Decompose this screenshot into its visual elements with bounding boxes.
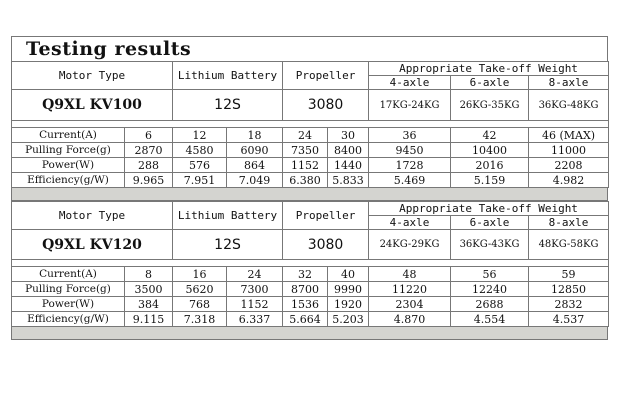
cell: 40 xyxy=(328,267,369,282)
cell: 576 xyxy=(173,158,227,173)
separator-band xyxy=(11,327,608,340)
axle-4-header: 4-axle xyxy=(369,76,451,90)
cell: 6 xyxy=(125,128,173,143)
cell: 2832 xyxy=(529,297,609,312)
cell: 59 xyxy=(529,267,609,282)
takeoff-weight-header: Appropriate Take-off Weight xyxy=(369,202,609,216)
table-row xyxy=(12,282,609,297)
propeller-header: Propeller xyxy=(283,202,369,230)
cell: 18 xyxy=(227,128,283,143)
cell: 16 xyxy=(173,267,227,282)
cell: 3500 xyxy=(125,282,173,297)
propeller-value: 3080 xyxy=(283,230,369,260)
cell: 9450 xyxy=(369,143,451,158)
weight-6-axle: 26KG-35KG xyxy=(451,90,529,121)
cell: 6.380 xyxy=(283,173,328,188)
row-label: Current(A) xyxy=(12,128,125,143)
cell: 7.951 xyxy=(173,173,227,188)
battery-value: 12S xyxy=(173,90,283,121)
cell: 5.664 xyxy=(283,312,328,327)
cell: 5.833 xyxy=(328,173,369,188)
row-label: Pulling Force(g) xyxy=(12,143,125,158)
cell: 4.870 xyxy=(369,312,451,327)
cell: 2688 xyxy=(451,297,529,312)
cell: 11000 xyxy=(529,143,609,158)
battery-header: Lithium Battery xyxy=(173,62,283,90)
results-table-kv100 xyxy=(11,61,609,188)
cell: 42 xyxy=(451,128,529,143)
cell: 24 xyxy=(227,267,283,282)
cell: 2304 xyxy=(369,297,451,312)
separator-band xyxy=(11,188,608,201)
row-label: Current(A) xyxy=(12,267,125,282)
weight-4-axle: 24KG-29KG xyxy=(369,230,451,260)
cell: 9.965 xyxy=(125,173,173,188)
cell: 9990 xyxy=(328,282,369,297)
cell: 5.469 xyxy=(369,173,451,188)
weight-8-axle: 48KG-58KG xyxy=(529,230,609,260)
cell: 6090 xyxy=(227,143,283,158)
cell: 864 xyxy=(227,158,283,173)
motor-model: Q9XL KV100 xyxy=(12,90,173,121)
axle-6-header: 6-axle xyxy=(451,76,529,90)
cell: 46 (MAX) xyxy=(529,128,609,143)
weight-4-axle: 17KG-24KG xyxy=(369,90,451,121)
cell: 4.554 xyxy=(451,312,529,327)
cell: 7350 xyxy=(283,143,328,158)
axle-8-header: 8-axle xyxy=(529,76,609,90)
battery-value: 12S xyxy=(173,230,283,260)
motor-model: Q9XL KV120 xyxy=(12,230,173,260)
cell: 4.982 xyxy=(529,173,609,188)
cell: 32 xyxy=(283,267,328,282)
cell: 56 xyxy=(451,267,529,282)
cell: 2016 xyxy=(451,158,529,173)
cell: 1728 xyxy=(369,158,451,173)
cell: 36 xyxy=(369,128,451,143)
row-label: Power(W) xyxy=(12,297,125,312)
motor-type-header: Motor Type xyxy=(12,202,173,230)
cell: 1440 xyxy=(328,158,369,173)
propeller-header: Propeller xyxy=(283,62,369,90)
cell: 8 xyxy=(125,267,173,282)
table-row xyxy=(12,158,609,173)
cell: 2208 xyxy=(529,158,609,173)
cell: 4580 xyxy=(173,143,227,158)
table-row xyxy=(12,173,609,188)
cell: 48 xyxy=(369,267,451,282)
battery-header: Lithium Battery xyxy=(173,202,283,230)
cell: 7.318 xyxy=(173,312,227,327)
cell: 1152 xyxy=(283,158,328,173)
cell: 30 xyxy=(328,128,369,143)
cell: 4.537 xyxy=(529,312,609,327)
axle-4-header: 4-axle xyxy=(369,216,451,230)
table-row xyxy=(12,267,609,282)
cell: 2870 xyxy=(125,143,173,158)
cell: 5.159 xyxy=(451,173,529,188)
cell: 1920 xyxy=(328,297,369,312)
cell: 288 xyxy=(125,158,173,173)
cell: 11220 xyxy=(369,282,451,297)
table-row xyxy=(12,312,609,327)
cell: 5620 xyxy=(173,282,227,297)
cell: 768 xyxy=(173,297,227,312)
sheet-title: Testing results xyxy=(11,36,608,61)
cell: 5.203 xyxy=(328,312,369,327)
axle-8-header: 8-axle xyxy=(529,216,609,230)
row-label: Efficiency(g/W) xyxy=(12,312,125,327)
axle-6-header: 6-axle xyxy=(451,216,529,230)
row-label: Efficiency(g/W) xyxy=(12,173,125,188)
cell: 1152 xyxy=(227,297,283,312)
cell: 12 xyxy=(173,128,227,143)
motor-type-header: Motor Type xyxy=(12,62,173,90)
weight-8-axle: 36KG-48KG xyxy=(529,90,609,121)
testing-results-sheet xyxy=(11,36,608,340)
propeller-value: 3080 xyxy=(283,90,369,121)
table-row xyxy=(12,297,609,312)
cell: 9.115 xyxy=(125,312,173,327)
row-label: Pulling Force(g) xyxy=(12,282,125,297)
cell: 12850 xyxy=(529,282,609,297)
table-row xyxy=(12,128,609,143)
takeoff-weight-header: Appropriate Take-off Weight xyxy=(369,62,609,76)
cell: 24 xyxy=(283,128,328,143)
table-row xyxy=(12,143,609,158)
cell: 1536 xyxy=(283,297,328,312)
cell: 12240 xyxy=(451,282,529,297)
cell: 8400 xyxy=(328,143,369,158)
cell: 6.337 xyxy=(227,312,283,327)
row-label: Power(W) xyxy=(12,158,125,173)
results-table-kv120 xyxy=(11,201,609,327)
cell: 10400 xyxy=(451,143,529,158)
weight-6-axle: 36KG-43KG xyxy=(451,230,529,260)
cell: 7300 xyxy=(227,282,283,297)
cell: 384 xyxy=(125,297,173,312)
cell: 8700 xyxy=(283,282,328,297)
cell: 7.049 xyxy=(227,173,283,188)
